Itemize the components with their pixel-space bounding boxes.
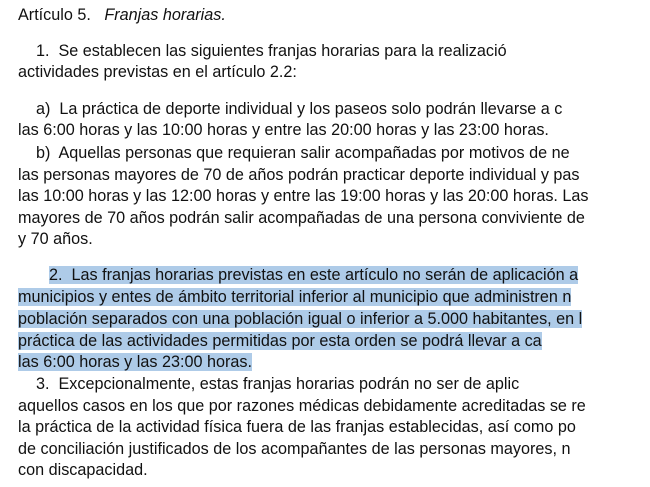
paragraph-3-line-2: aquellos casos en los que por razones médicas debidamente acreditadas se re [18, 397, 586, 415]
document-page [18, 0, 650, 487]
selected-text[interactable]: municipios y entes de ámbito territorial inferior al municipio que administren n [18, 288, 572, 306]
paragraph-2-line-3[interactable] [18, 308, 582, 330]
selected-text[interactable]: las 6:00 horas y las 23:00 horas. [18, 353, 252, 371]
paragraph-3-line-3: la práctica de la actividad física fuera de las franjas establecidas, así como po [18, 418, 576, 436]
paragraph-2-line-5[interactable] [18, 351, 252, 373]
selected-text[interactable]: práctica de las actividades permitidas por esta orden se podrá llevar a ca [18, 332, 542, 350]
paragraph-1-line-2: actividades previstas en el artículo 2.2: [18, 63, 297, 81]
article-heading [18, 4, 226, 26]
paragraph-2-line-2[interactable] [18, 286, 571, 308]
article-number: Artículo 5. [18, 6, 91, 24]
paragraph-1a-line-2: las 6:00 horas y las 10:00 horas y entre las 20:00 horas y las 23:00 horas. [18, 121, 549, 139]
selected-text[interactable]: 2. Las franjas horarias previstas en este artículo no serán de aplicación a [49, 266, 579, 284]
paragraph-3-line-4: de conciliación justificados de los acompañantes de las personas mayores, n [18, 440, 571, 458]
paragraph-1b-line-5: y 70 años. [18, 230, 93, 248]
paragraph-3-line-5: con discapacidad. [18, 461, 148, 479]
paragraph-2-line-4[interactable] [18, 330, 542, 352]
paragraph-1b-line-4: mayores de 70 años podrán salir acompañadas de una persona conviviente de [18, 209, 585, 227]
article-title: Franjas horarias. [104, 6, 226, 24]
paragraph-2-line-1[interactable] [49, 264, 578, 286]
selected-text[interactable]: población separados con una población igual o inferior a 5.000 habitantes, en l [18, 310, 583, 328]
paragraph-1a-line-1: a) La práctica de deporte individual y los paseos solo podrán llevarse a c [18, 100, 563, 118]
paragraph-3-line-1: 3. Excepcionalmente, estas franjas horarias podrán no ser de aplic [18, 375, 520, 393]
paragraph-1-line-1: 1. Se establecen las siguientes franjas horarias para la realizació [18, 42, 507, 60]
paragraph-1b-line-1: b) Aquellas personas que requieran salir acompañadas por motivos de ne [18, 144, 570, 162]
paragraph-1b-line-3: las 10:00 horas y las 12:00 horas y entre las 19:00 horas y las 20:00 horas. Las [18, 187, 589, 205]
paragraph-1b-line-2: las personas mayores de 70 de años podrán practicar deporte individual y pas [18, 166, 580, 184]
